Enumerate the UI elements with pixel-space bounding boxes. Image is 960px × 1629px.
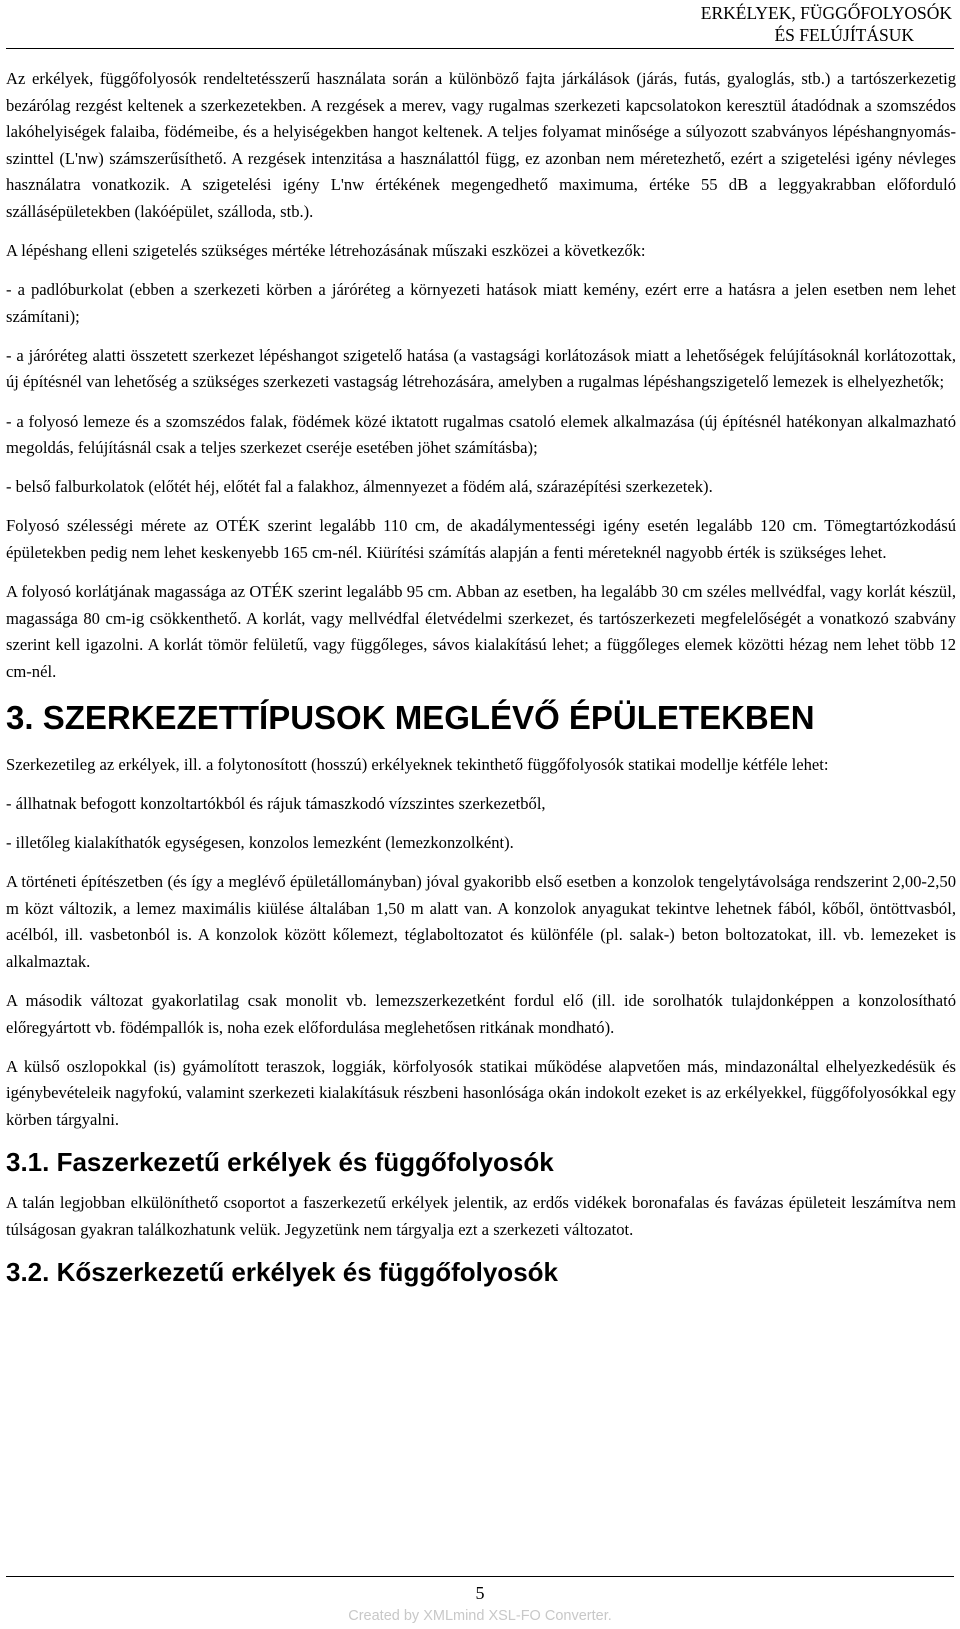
section-3-1-heading: 3.1. Faszerkezetű erkélyek és függőfolyosók [6, 1147, 554, 1177]
footer-divider [6, 1576, 954, 1577]
paragraph-vibration: Az erkélyek, függőfolyosók rendeltetésszerű használata során a különböző fajta járkálások (járás, futás, gyaloglás, stb.) a tartószerkezetig bezárólag rezgést keltenek a szerkezetekben. A rezgések a merev, vagy rugalmas szerkezeti kapcsolatokon keresztül átadódnak a szomszédos lakóhelyiségek falaiba, födémeibe, és a helyiségekben hangot keltenek. A teljes folyamat minősége a súlyozott szabványos lépéshangnyomás-szinttel (L'nw) számszerűsíthető. A rezgések intenzitása a használattól függ, ez azonban nem méretezhető, ezért a szigetelési igény névleges használatra vonatkozik. A szigetelési igény L'nw értékének megengedhető maximuma, értéke 55 dB a leggyakrabban előforduló szállásépületekben (lakóépület, szálloda, stb.). [6, 69, 956, 221]
list-item-wall-linings: - belső falburkolatok (előtét héj, előtét fal a falakhoz, álmennyezet a födém alá, szárazépítési szerkezetek). [6, 477, 713, 497]
body-text [6, 66, 956, 1300]
converter-watermark: Created by XMLmind XSL-FO Converter. [348, 1608, 612, 1624]
paragraph-timber-balconies: A talán legjobban elkülöníthető csoportot a faszerkezetű erkélyek jelentik, az erdős vidékek boronafalas és favázas épületeit leszámítva nem túlságosan gyakran találkozhatunk velük. Jegyzetünk nem tárgyalja ezt a szerkezeti változatot. [6, 1193, 956, 1239]
paragraph-static-model: Szerkezetileg az erkélyek, ill. a folytonosított (hosszú) erkélyeknek tekinthető függőfolyosók statikai modellje kétféle lehet: [6, 754, 829, 774]
page-number: 5 [475, 1583, 485, 1603]
header-line-2: ÉS FELÚJÍTÁSUK [774, 25, 914, 45]
running-header [0, 2, 960, 46]
paragraph-historic-architecture: A történeti építészetben (és így a meglévő épületállományban) jóval gyakoribb első esetben a konzolok tengelytávolsága rendszerint 2,00-2,50 m közt változik, a lemez maximális kiülése általában 1,50 m alatt van. A konzolok anyagukat tekintve lehetnek fából, kőből, öntöttvasból, acélból, ill. vasbetonból is. A konzolok között kőlemezt, téglaboltozatot és különféle (pl. salak-) beton boltozatokat, ill. vb. lemezeket is alkalmaztak. [6, 872, 956, 971]
header-line-1: ERKÉLYEK, FÜGGŐFOLYOSÓK [700, 3, 952, 23]
list-item-cantilever-beams: - állhatnak befogott konzoltartókból és rájuk támaszkodó vízszintes szerkezetből, [6, 793, 546, 813]
list-item-elastic-couplers: - a folyosó lemeze és a szomszédos falak, födémek közé iktatott rugalmas csatoló elemek alkalmazása (új építésnél hatékonyan alkalmazható megoldás, felújításnál csak a teljes szerkezet cseréje esetében jöhet számításba); [6, 411, 956, 458]
paragraph-column-supported: A külső oszlopokkal (is) gyámolított teraszok, loggiák, körfolyosók statikai működése alapvetően más, mindazonáltal elhelyezkedésük és igénybevételeik nagyfokú, valamint szerkezeti kialakításuk részbeni hasonlósága okán indokolt ezeket is az erkélyekkel, függőfolyosókkal egy körben tárgyalni. [6, 1056, 956, 1129]
paragraph-railing-height: A folyosó korlátjának magassága az OTÉK szerint legalább 95 cm. Abban az esetben, ha legalább 30 cm széles mellvédfal, vagy korlát készül, magassága 80 cm-ig csökkenthető. A korlát, vagy mellvédfal életvédelmi szerkezet, és tartószerkezeti megfelelőségét a vonatkozó szabvány szerint kell igazolni. A korlát tömör felületű, vagy függőleges, sávos kialakítású lehet; a függőleges elemek közötti hézag nem lehet több 12 cm-nél. [6, 582, 956, 681]
section-3-heading: 3. SZERKEZETTÍPUSOK MEGLÉVŐ ÉPÜLETEKBEN [6, 698, 815, 736]
list-item-floor-covering: - a padlóburkolat (ebben a szerkezeti körben a járóréteg a környezeti hatások miatt kemény, ezért erre a hatásra a jelen esetben nem lehet számítani); [6, 280, 956, 326]
paragraph-corridor-width: Folyosó szélességi mérete az OTÉK szerint legalább 110 cm, de akadálymentességi igény esetén legalább 120 cm. Tömegtartózkodású épületekben pedig nem lehet keskenyebb 165 cm-nél. Kiürítési számítás alapján a fenti méreteknél nagyobb érték is szükséges lehet. [6, 516, 956, 562]
header-divider [6, 48, 954, 49]
section-3-2-heading: 3.2. Kőszerkezetű erkélyek és függőfolyosók [6, 1256, 558, 1287]
paragraph-insulation-intro: A lépéshang elleni szigetelés szükséges mértéke létrehozásának műszaki eszközei a következők: [6, 241, 646, 261]
paragraph-second-variant: A második változat gyakorlatilag csak monolit vb. lemezszerkezetként fordul elő (ill. ide sorolhatók tulajdonképpen a konzolosítható előregyártott vb. födémpallók is, noha ezek előfordulása meglehetősen ritkának mondható). [6, 991, 956, 1037]
list-item-cantilever-slab: - illetőleg kialakíthatók egységesen, konzolos lemezként (lemezkonzolként). [6, 833, 514, 853]
list-item-layered-structure: - a járóréteg alatti összetett szerkezet lépéshangot szigetelő hatása (a vastagsági korlátozások miatt a lehetőségek felújításoknál korlátozottak, új építésnél van lehetőség a szükséges szerkezeti vastagság létrehozására, amelyben a rugalmas lépéshangszigetelő lemezek is elhelyezhetők; [6, 345, 956, 392]
